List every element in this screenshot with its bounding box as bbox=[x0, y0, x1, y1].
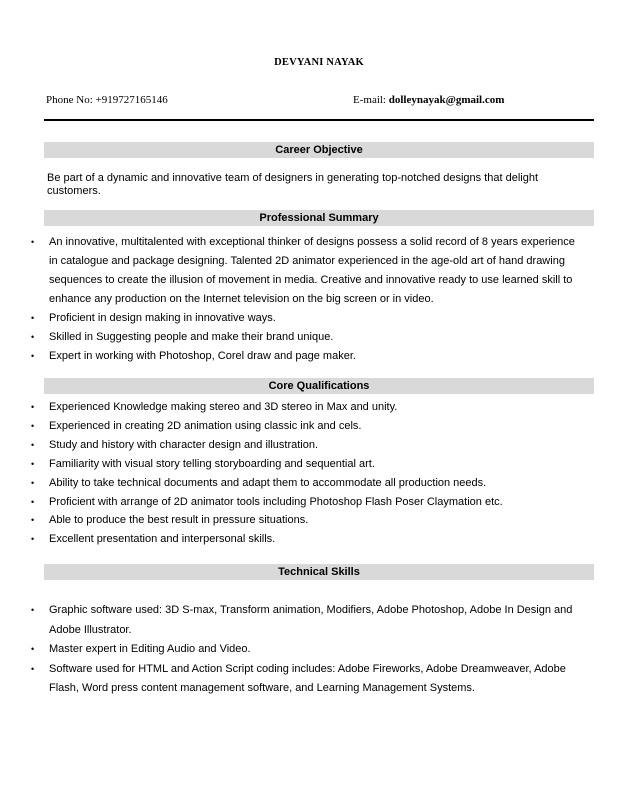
section-header-technical-skills: Technical Skills bbox=[44, 564, 594, 580]
list-item: • Ability to take technical documents and adapt them to accommodate all production needs. bbox=[0, 474, 638, 493]
list-item: • Expert in working with Photoshop, Corel draw and page maker. bbox=[0, 347, 638, 366]
list-item: • Proficient in design making in innovative ways. bbox=[0, 309, 638, 328]
bullet-icon: • bbox=[31, 605, 35, 615]
bullet-icon: • bbox=[31, 644, 35, 654]
technical-skills-list bbox=[0, 601, 638, 699]
contact-line bbox=[46, 94, 594, 108]
list-item: • Skilled in Suggesting people and make their brand unique. bbox=[0, 328, 638, 347]
bullet-icon: • bbox=[31, 534, 35, 545]
career-objective-text: Be part of a dynamic and innovative team of designers in generating top-notched designs that delight customers. bbox=[47, 172, 539, 197]
bullet-icon: • bbox=[31, 332, 35, 342]
bullet-icon: • bbox=[31, 402, 35, 412]
section-header-career-objective: Career Objective bbox=[44, 142, 594, 158]
list-item: • Excellent presentation and interpersonal skills. bbox=[0, 530, 638, 549]
bullet-icon: • bbox=[31, 663, 35, 674]
bullet-icon: • bbox=[31, 351, 35, 361]
section-header-professional-summary: Professional Summary bbox=[44, 210, 594, 226]
list-item: • Study and history with character design and illustration. bbox=[0, 436, 638, 455]
email-value[interactable]: dolleynayak@gmail.com bbox=[388, 94, 505, 106]
bullet-icon: • bbox=[31, 515, 35, 526]
bullet-icon: • bbox=[31, 313, 35, 323]
bullet-icon: • bbox=[31, 496, 35, 507]
bullet-icon: • bbox=[31, 458, 35, 469]
phone-number: Phone No: +919727165146 bbox=[46, 94, 168, 106]
list-item: • Graphic software used: 3D S-max, Transform animation, Modifiers, Adobe Photoshop, Adobe In Design and Adobe Illustrator. bbox=[0, 601, 638, 640]
list-item: • Software used for HTML and Action Script coding includes: Adobe Fireworks, Adobe Dreamweaver, Adobe Flash, Word press content management software, and Learning Management Systems. bbox=[0, 660, 638, 699]
email-label: E-mail: bbox=[353, 94, 389, 106]
bullet-icon: • bbox=[31, 477, 35, 488]
professional-summary-list bbox=[0, 233, 638, 366]
list-item: • An innovative, multitalented with exceptional thinker of designs possess a solid record of 8 years experience in catalogue and package designing. Talented 2D animator experienced in the age-old art of hand drawing sequences to create the illusion of movement in media. Creative and innovative ready to use learned skill to enhance any production on the Internet television on the big screen or in video. bbox=[0, 233, 638, 309]
bullet-icon: • bbox=[31, 237, 35, 247]
resume-name: DEVYANI NAYAK bbox=[274, 57, 364, 68]
section-header-core-qualifications: Core Qualifications bbox=[44, 378, 594, 394]
list-item: • Able to produce the best result in pressure situations. bbox=[0, 511, 638, 530]
list-item: • Experienced in creating 2D animation using classic ink and cels. bbox=[0, 417, 638, 436]
list-item: • Master expert in Editing Audio and Video. bbox=[0, 640, 638, 660]
core-qualifications-list bbox=[0, 398, 638, 549]
list-item: • Familiarity with visual story telling storyboarding and sequential art. bbox=[0, 455, 638, 474]
bullet-icon: • bbox=[31, 439, 35, 450]
list-item: • Proficient with arrange of 2D animator tools including Photoshop Flash Poser Claymation etc. bbox=[0, 493, 638, 512]
header-divider bbox=[44, 119, 594, 121]
list-item: • Experienced Knowledge making stereo and 3D stereo in Max and unity. bbox=[0, 398, 638, 417]
email-address bbox=[353, 94, 504, 106]
bullet-icon: • bbox=[31, 420, 35, 431]
